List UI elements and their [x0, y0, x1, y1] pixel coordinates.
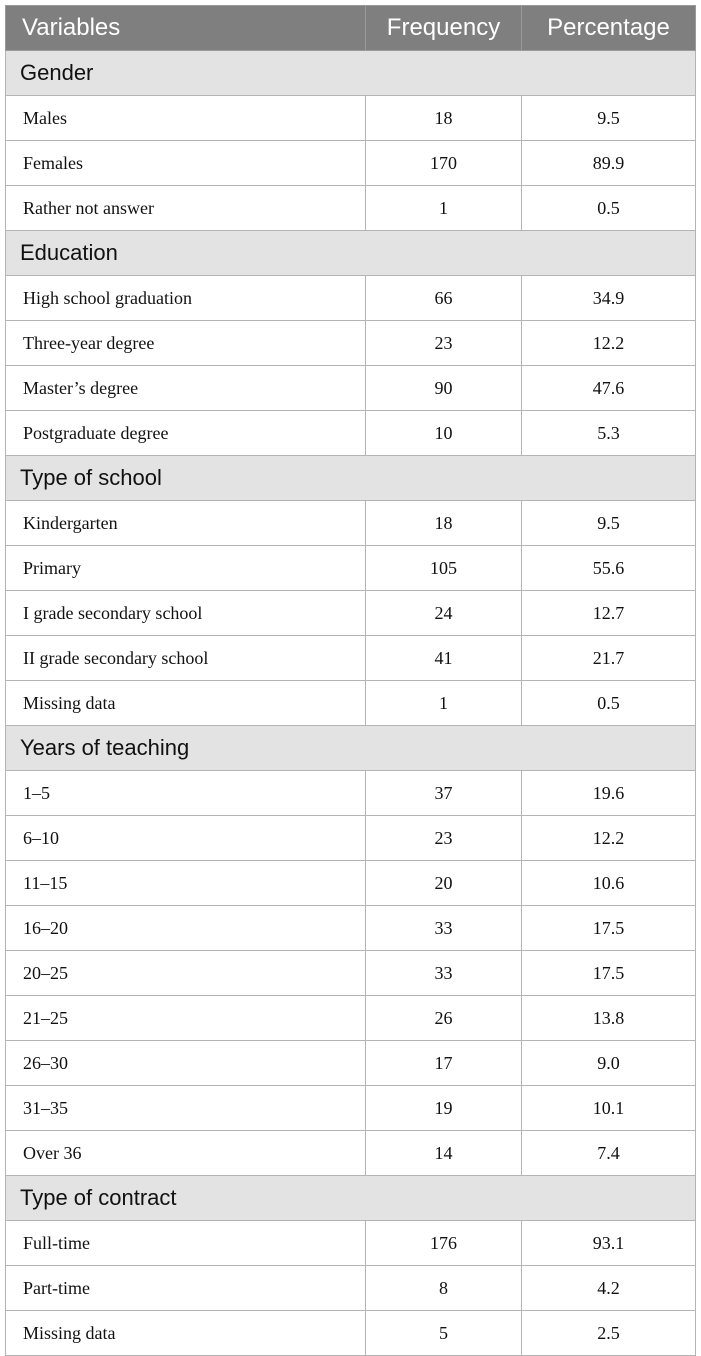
cell-frequency: 23: [366, 321, 522, 366]
cell-label: 26–30: [6, 1041, 366, 1086]
section-row: [6, 231, 696, 276]
cell-percentage: 55.6: [522, 546, 696, 591]
cell-percentage: 0.5: [522, 186, 696, 231]
cell-frequency: 18: [366, 501, 522, 546]
cell-percentage: 19.6: [522, 771, 696, 816]
cell-label: 20–25: [6, 951, 366, 996]
header-variables: Variables: [6, 6, 366, 51]
cell-frequency: 1: [366, 681, 522, 726]
table-row: [6, 681, 696, 726]
cell-frequency: 33: [366, 951, 522, 996]
table-row: [6, 1131, 696, 1176]
cell-frequency: 24: [366, 591, 522, 636]
cell-label: II grade secondary school: [6, 636, 366, 681]
table-row: [6, 141, 696, 186]
cell-frequency: 37: [366, 771, 522, 816]
cell-label: 16–20: [6, 906, 366, 951]
cell-frequency: 20: [366, 861, 522, 906]
section-row: [6, 1176, 696, 1221]
cell-percentage: 7.4: [522, 1131, 696, 1176]
cell-percentage: 17.5: [522, 951, 696, 996]
table-row: [6, 186, 696, 231]
cell-label: 11–15: [6, 861, 366, 906]
cell-label: Postgraduate degree: [6, 411, 366, 456]
header-frequency: Frequency: [366, 6, 522, 51]
cell-frequency: 176: [366, 1221, 522, 1266]
cell-label: Primary: [6, 546, 366, 591]
cell-label: 31–35: [6, 1086, 366, 1131]
cell-frequency: 18: [366, 96, 522, 141]
cell-label: Master’s degree: [6, 366, 366, 411]
table-row: [6, 906, 696, 951]
cell-percentage: 34.9: [522, 276, 696, 321]
cell-label: Full-time: [6, 1221, 366, 1266]
cell-percentage: 13.8: [522, 996, 696, 1041]
cell-frequency: 26: [366, 996, 522, 1041]
cell-label: Females: [6, 141, 366, 186]
header-percentage: Percentage: [522, 6, 696, 51]
header-row: [6, 6, 696, 51]
table-row: [6, 96, 696, 141]
cell-label: 1–5: [6, 771, 366, 816]
cell-frequency: 17: [366, 1041, 522, 1086]
table-row: [6, 501, 696, 546]
table-row: [6, 321, 696, 366]
cell-percentage: 47.6: [522, 366, 696, 411]
cell-label: Three-year degree: [6, 321, 366, 366]
cell-percentage: 12.7: [522, 591, 696, 636]
cell-label: Part-time: [6, 1266, 366, 1311]
cell-frequency: 19: [366, 1086, 522, 1131]
cell-percentage: 12.2: [522, 816, 696, 861]
table-row: [6, 996, 696, 1041]
cell-label: Rather not answer: [6, 186, 366, 231]
section-row: [6, 726, 696, 771]
cell-percentage: 9.5: [522, 501, 696, 546]
cell-frequency: 1: [366, 186, 522, 231]
section-title: Type of school: [6, 456, 696, 501]
table-body: [6, 51, 696, 1356]
table-row: [6, 1221, 696, 1266]
section-row: [6, 456, 696, 501]
table-row: [6, 1041, 696, 1086]
cell-percentage: 89.9: [522, 141, 696, 186]
table-row: [6, 1266, 696, 1311]
table-row: [6, 411, 696, 456]
cell-percentage: 17.5: [522, 906, 696, 951]
table-row: [6, 951, 696, 996]
cell-percentage: 9.5: [522, 96, 696, 141]
cell-label: 21–25: [6, 996, 366, 1041]
table-row: [6, 816, 696, 861]
cell-percentage: 4.2: [522, 1266, 696, 1311]
cell-label: High school graduation: [6, 276, 366, 321]
cell-label: Kindergarten: [6, 501, 366, 546]
section-row: [6, 51, 696, 96]
cell-frequency: 8: [366, 1266, 522, 1311]
cell-frequency: 10: [366, 411, 522, 456]
cell-frequency: 14: [366, 1131, 522, 1176]
table-row: [6, 366, 696, 411]
table-row: [6, 546, 696, 591]
cell-frequency: 90: [366, 366, 522, 411]
cell-label: 6–10: [6, 816, 366, 861]
cell-percentage: 21.7: [522, 636, 696, 681]
cell-percentage: 5.3: [522, 411, 696, 456]
cell-percentage: 0.5: [522, 681, 696, 726]
cell-frequency: 23: [366, 816, 522, 861]
section-title: Gender: [6, 51, 696, 96]
cell-frequency: 66: [366, 276, 522, 321]
table-row: [6, 861, 696, 906]
cell-label: Males: [6, 96, 366, 141]
cell-frequency: 33: [366, 906, 522, 951]
table-row: [6, 1311, 696, 1356]
table-row: [6, 1086, 696, 1131]
cell-label: I grade secondary school: [6, 591, 366, 636]
cell-percentage: 93.1: [522, 1221, 696, 1266]
table-row: [6, 591, 696, 636]
cell-label: Missing data: [6, 681, 366, 726]
section-title: Education: [6, 231, 696, 276]
cell-percentage: 10.6: [522, 861, 696, 906]
cell-frequency: 105: [366, 546, 522, 591]
cell-percentage: 12.2: [522, 321, 696, 366]
cell-frequency: 170: [366, 141, 522, 186]
cell-label: Missing data: [6, 1311, 366, 1356]
demographics-table: [5, 5, 696, 1356]
cell-label: Over 36: [6, 1131, 366, 1176]
cell-percentage: 10.1: [522, 1086, 696, 1131]
table-row: [6, 636, 696, 681]
section-title: Type of contract: [6, 1176, 696, 1221]
cell-percentage: 9.0: [522, 1041, 696, 1086]
cell-frequency: 41: [366, 636, 522, 681]
table-row: [6, 276, 696, 321]
cell-frequency: 5: [366, 1311, 522, 1356]
table-row: [6, 771, 696, 816]
cell-percentage: 2.5: [522, 1311, 696, 1356]
section-title: Years of teaching: [6, 726, 696, 771]
